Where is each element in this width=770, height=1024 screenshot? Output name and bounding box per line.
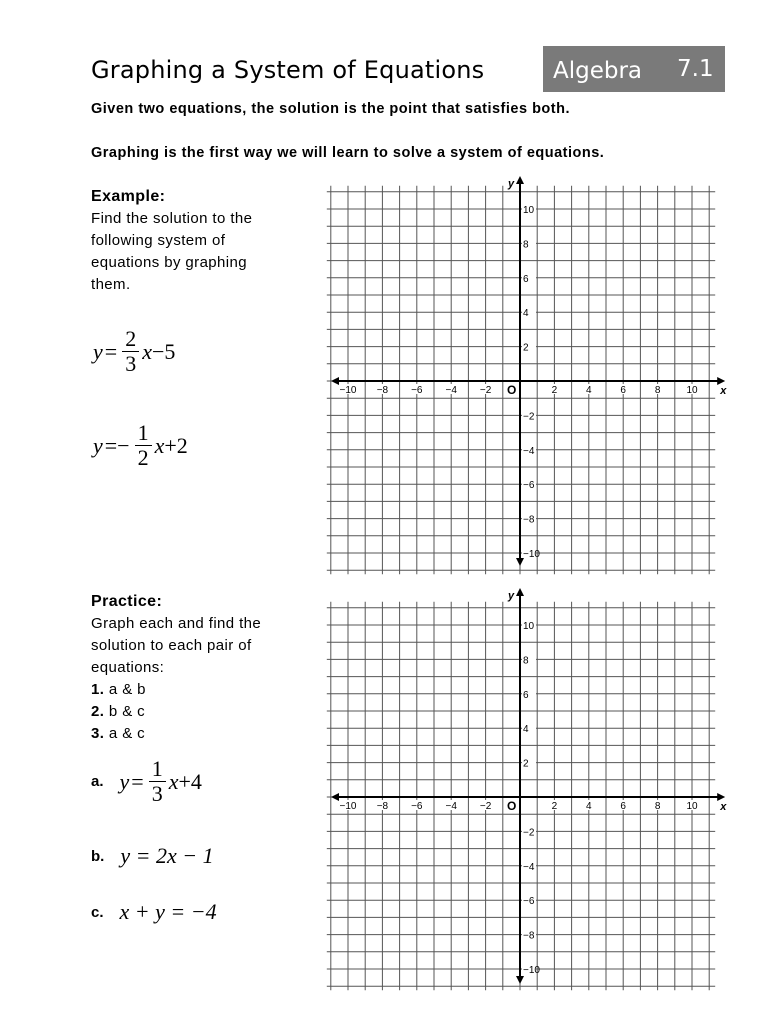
intro-line-2: Graphing is the first way we will learn to solve a system of equations. (91, 145, 605, 161)
eq-rest: +4 (178, 768, 202, 794)
y-tick-label: 6 (523, 273, 529, 285)
x-tick-label: −6 (411, 801, 423, 812)
x-tick-label: −2 (479, 385, 492, 396)
y-axis-arrow-up (516, 588, 524, 596)
x-tick-label: −8 (376, 385, 389, 396)
y-tick-label: −10 (523, 965, 540, 976)
fraction-numerator: 2 (122, 328, 139, 352)
eq-variable: x (154, 432, 165, 458)
eq-fraction (122, 328, 139, 375)
y-tick-label: −8 (523, 930, 535, 942)
practice-item (91, 701, 301, 723)
y-tick-label: −8 (523, 514, 535, 526)
y-tick-label: 4 (523, 308, 529, 320)
practice-equation-a (91, 758, 202, 805)
x-tick-label: 2 (551, 801, 558, 812)
x-tick-label: 8 (654, 385, 661, 396)
eq-sign: =− (104, 432, 130, 458)
y-tick-label: −2 (523, 411, 535, 423)
x-axis-arrow-left (331, 793, 339, 801)
y-tick-label: 8 (523, 655, 529, 667)
origin-label: O (507, 383, 517, 397)
x-tick-label: −10 (339, 385, 357, 396)
subject-label: Algebra (553, 58, 643, 84)
eq-variable: x (168, 768, 179, 794)
example-text-line: Find the solution to the (91, 210, 253, 227)
x-tick-label: 6 (620, 801, 626, 812)
fraction-denominator: 3 (151, 781, 163, 806)
eq-variable: x (142, 338, 152, 364)
y-tick-label: 2 (523, 342, 529, 354)
x-tick-label: −10 (339, 801, 357, 812)
y-tick-label: 4 (523, 724, 529, 736)
y-tick-label: −10 (523, 549, 540, 560)
y-axis-arrow-up (516, 176, 524, 184)
eq-expression: y = 2x − 1 (120, 843, 214, 868)
practice-equation-c (91, 899, 217, 925)
x-tick-label: 10 (686, 801, 698, 812)
practice-equation-b (91, 843, 214, 869)
item-number: 3. (91, 725, 105, 742)
y-tick-label: −4 (523, 445, 535, 457)
y-axis-arrow-down (516, 976, 524, 984)
section-number: 7.1 (677, 56, 714, 82)
eq-label: c. (91, 903, 104, 921)
x-axis-arrow-left (331, 377, 339, 385)
eq-lhs: y (93, 338, 103, 364)
coordinate-grid-practice (330, 588, 727, 986)
eq-label: a. (91, 773, 104, 790)
coordinate-grid-example (330, 176, 727, 568)
y-tick-label: −6 (523, 480, 535, 492)
example-section (91, 186, 301, 296)
fraction-denominator: 2 (137, 445, 149, 470)
intro-line-1: Given two equations, the solution is the point that satisfies both. (91, 101, 570, 117)
example-heading: Example: (91, 188, 166, 205)
eq-lhs: y (93, 432, 103, 458)
practice-heading: Practice: (91, 593, 163, 610)
eq-rest: +2 (164, 432, 188, 458)
item-number: 2. (91, 703, 105, 720)
practice-text-line: equations: (91, 659, 165, 676)
eq-expression: x + y = −4 (119, 899, 217, 924)
eq-sign: = (131, 768, 144, 794)
x-tick-label: 10 (686, 385, 698, 396)
y-axis-label: y (508, 178, 515, 190)
eq-fraction (135, 422, 152, 469)
y-tick-label: 6 (523, 689, 529, 701)
item-text: b & c (108, 703, 146, 720)
x-tick-label: −4 (445, 801, 457, 812)
x-tick-label: 8 (654, 801, 661, 812)
practice-item (91, 723, 301, 745)
eq-rest: −5 (151, 338, 176, 364)
x-tick-label: 4 (586, 385, 592, 396)
x-tick-label: 4 (586, 801, 592, 812)
x-tick-label: −4 (445, 385, 457, 396)
eq-label: b. (91, 847, 105, 865)
x-axis-arrow-right (717, 793, 725, 801)
x-tick-label: −8 (376, 801, 389, 812)
fraction-numerator: 1 (149, 758, 166, 782)
example-text-line: them. (91, 276, 131, 293)
example-equation-2 (93, 422, 188, 469)
practice-item (91, 679, 301, 701)
eq-lhs: y (119, 768, 130, 794)
x-tick-label: 2 (551, 385, 558, 396)
practice-text-line: solution to each pair of (91, 637, 252, 654)
page-title: Graphing a System of Equations (91, 56, 485, 84)
origin-label: O (507, 799, 517, 813)
example-text-line: following system of (91, 232, 226, 249)
y-tick-label: 10 (523, 621, 535, 632)
y-tick-label: −4 (523, 861, 535, 873)
y-tick-label: −6 (523, 896, 535, 908)
x-tick-label: −6 (411, 385, 423, 396)
y-axis-label: y (508, 590, 515, 602)
x-tick-label: 6 (620, 385, 626, 396)
fraction-denominator: 3 (125, 351, 137, 376)
y-tick-label: 2 (523, 758, 529, 770)
section-badge (543, 46, 725, 92)
item-text: a & b (108, 681, 146, 698)
x-axis-arrow-right (717, 377, 725, 385)
practice-text-line: Graph each and find the (91, 615, 262, 632)
example-text-line: equations by graphing (91, 254, 248, 271)
fraction-numerator: 1 (135, 422, 152, 446)
x-axis-label: x (720, 385, 727, 397)
item-text: a & c (108, 725, 146, 742)
x-axis-label: x (720, 801, 727, 813)
practice-section (91, 591, 301, 745)
eq-sign: = (104, 338, 118, 364)
y-tick-label: 8 (523, 239, 529, 251)
item-number: 1. (91, 681, 105, 698)
y-tick-label: 10 (523, 205, 535, 216)
x-tick-label: −2 (479, 801, 492, 812)
example-equation-1 (93, 328, 175, 375)
eq-fraction (149, 758, 166, 805)
y-tick-label: −2 (523, 827, 535, 839)
